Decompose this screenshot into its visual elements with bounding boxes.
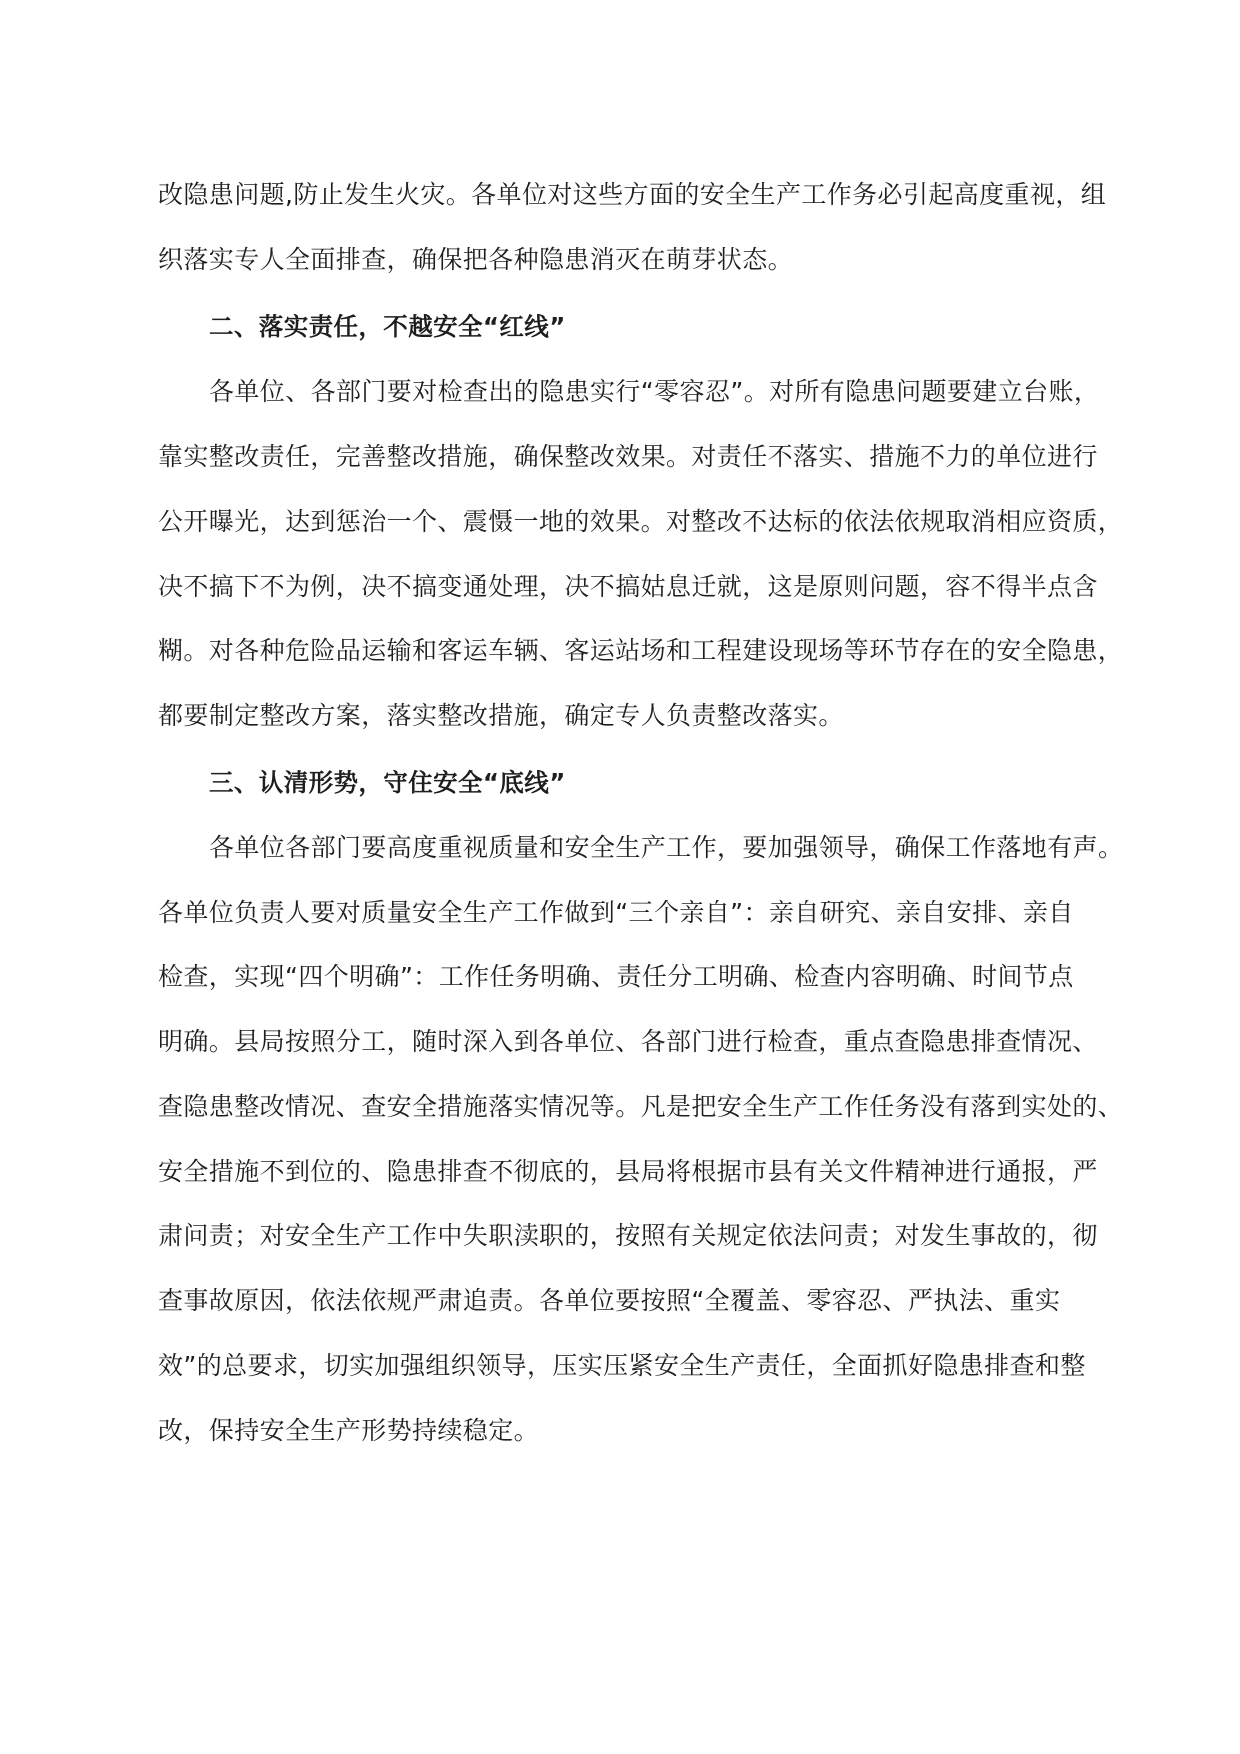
paragraph-line: 各单位、各部门要对检查出的隐患实行“零容忍”。对所有隐患问题要建立台账，: [209, 377, 1100, 406]
paragraph-line: 靠实整改责任，完善整改措施，确保整改效果。对责任不落实、措施不力的单位进行: [158, 442, 1098, 471]
paragraph-line: 织落实专人全面排查，确保把各种隐患消灭在萌芽状态。: [158, 245, 794, 274]
paragraph-line: 各单位各部门要高度重视质量和安全生产工作，要加强领导，确保工作落地有声。: [209, 833, 1124, 862]
paragraph-line: 都要制定整改方案，落实整改措施，确定专人负责整改落实。: [158, 701, 844, 730]
paragraph-line: 效”的总要求，切实加强组织领导，压实压紧安全生产责任，全面抓好隐患排查和整: [158, 1351, 1086, 1380]
paragraph-line: 公开曝光，达到惩治一个、震慑一地的效果。对整改不达标的依法依规取消相应资质，: [158, 507, 1124, 536]
paragraph-line: 决不搞下不为例，决不搞变通处理，决不搞姑息迁就，这是原则问题，容不得半点含: [158, 572, 1098, 601]
paragraph-line: 查隐患整改情况、查安全措施落实情况等。凡是把安全生产工作任务没有落到实处的、: [158, 1092, 1124, 1121]
paragraph-line: 安全措施不到位的、隐患排查不彻底的，县局将根据市县有关文件精神进行通报，严: [158, 1157, 1098, 1186]
paragraph-line: 肃问责；对安全生产工作中失职渎职的，按照有关规定依法问责；对发生事故的，彻: [158, 1221, 1098, 1250]
section-heading: 三、认清形势，守住安全“底线”: [209, 768, 566, 797]
paragraph-line: 检查，实现“四个明确”：工作任务明确、责任分工明确、检查内容明确、时间节点: [158, 962, 1074, 991]
section-heading: 二、落实责任，不越安全“红线”: [209, 312, 566, 341]
paragraph-line: 改隐患问题,防止发生火灾。各单位对这些方面的安全生产工作务必引起高度重视，组: [158, 180, 1107, 209]
paragraph-line: 糊。对各种危险品运输和客运车辆、客运站场和工程建设现场等环节存在的安全隐患，: [158, 636, 1124, 665]
paragraph-line: 各单位负责人要对质量安全生产工作做到“三个亲自”：亲自研究、亲自安排、亲自: [158, 898, 1074, 927]
paragraph-line: 查事故原因，依法依规严肃追责。各单位要按照“全覆盖、零容忍、严执法、重实: [158, 1286, 1061, 1315]
paragraph-line: 改，保持安全生产形势持续稳定。: [158, 1416, 540, 1445]
paragraph-line: 明确。县局按照分工，随时深入到各单位、各部门进行检查，重点查隐患排查情况、: [158, 1027, 1098, 1056]
